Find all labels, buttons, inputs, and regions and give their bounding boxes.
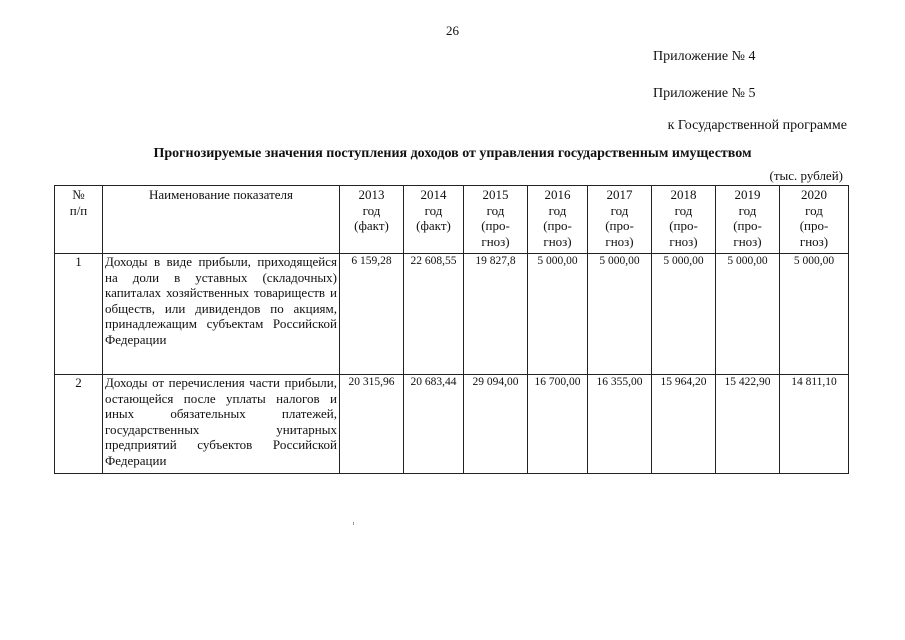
table-row bbox=[55, 375, 849, 474]
value-cell: 16 700,00 bbox=[528, 375, 588, 474]
header-year-2013: 2013 год (факт) bbox=[340, 186, 404, 254]
value-cell: 14 811,10 bbox=[780, 375, 849, 474]
header-year-2018: 2018 год (про- гноз) bbox=[652, 186, 716, 254]
header-year-2017: 2017 год (про- гноз) bbox=[588, 186, 652, 254]
value-cell: 16 355,00 bbox=[588, 375, 652, 474]
value-cell: 5 000,00 bbox=[588, 254, 652, 375]
table-row bbox=[55, 254, 849, 375]
indicator-name: Доходы в виде прибыли, приходящейся на доли в уставных (складочных) капиталах хозяйственных товариществ и обществ, или дивидендов по акциям, принадлежащим субъектам Российской Федерации bbox=[103, 254, 340, 375]
page-number: 26 bbox=[446, 23, 459, 38]
row-number: 2 bbox=[55, 375, 103, 474]
row-number: 1 bbox=[55, 254, 103, 375]
header-year-2014: 2014 год (факт) bbox=[404, 186, 464, 254]
header-year-2016: 2016 год (про- гноз) bbox=[528, 186, 588, 254]
appendix-5-label: Приложение № 5 bbox=[653, 86, 756, 101]
scan-mark bbox=[353, 522, 354, 525]
header-number: № п/п bbox=[55, 186, 103, 254]
header-year-2020: 2020 год (про- гноз) bbox=[780, 186, 849, 254]
value-cell: 22 608,55 bbox=[404, 254, 464, 375]
value-cell: 29 094,00 bbox=[464, 375, 528, 474]
table-title: Прогнозируемые значения поступления доходов от управления государственным имуществом bbox=[153, 146, 752, 161]
value-cell: 19 827,8 bbox=[464, 254, 528, 375]
program-reference: к Государственной программе bbox=[667, 118, 847, 133]
value-cell: 5 000,00 bbox=[716, 254, 780, 375]
revenue-table bbox=[54, 185, 849, 474]
table-header-row bbox=[55, 186, 849, 254]
value-cell: 15 422,90 bbox=[716, 375, 780, 474]
value-cell: 6 159,28 bbox=[340, 254, 404, 375]
appendix-4-label: Приложение № 4 bbox=[653, 49, 756, 64]
header-indicator-name: Наименование показателя bbox=[103, 186, 340, 254]
value-cell: 5 000,00 bbox=[780, 254, 849, 375]
value-cell: 5 000,00 bbox=[528, 254, 588, 375]
value-cell: 20 315,96 bbox=[340, 375, 404, 474]
value-cell: 5 000,00 bbox=[652, 254, 716, 375]
value-cell: 15 964,20 bbox=[652, 375, 716, 474]
units-label: (тыс. рублей) bbox=[769, 168, 843, 183]
header-year-2015: 2015 год (про- гноз) bbox=[464, 186, 528, 254]
value-cell: 20 683,44 bbox=[404, 375, 464, 474]
header-year-2019: 2019 год (про- гноз) bbox=[716, 186, 780, 254]
indicator-name: Доходы от перечисления части прибыли, остающейся после уплаты налогов и иных обязательных платежей, государственных унитарных предприятий субъектов Российской Федерации bbox=[103, 375, 340, 474]
